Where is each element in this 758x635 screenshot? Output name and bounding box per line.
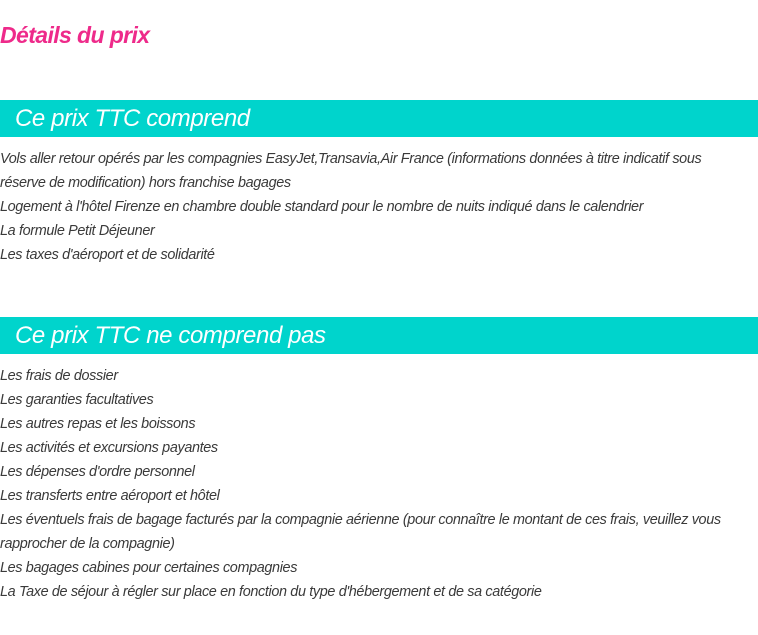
excluded-item: Les éventuels frais de bagage facturés par la compagnie aérienne (pour connaître le montant de ces frais, veuillez vous rapprocher de la compagnie) [0,512,721,552]
excluded-section-header: Ce prix TTC ne comprend pas [0,317,758,354]
excluded-item: Les dépenses d'ordre personnel [0,464,195,480]
excluded-item: Les activités et excursions payantes [0,440,218,456]
included-section-header: Ce prix TTC comprend [0,100,758,137]
excluded-item: Les garanties facultatives [0,392,154,408]
excluded-item: Les frais de dossier [0,368,118,384]
included-item: Les taxes d'aéroport et de solidarité [0,247,215,263]
included-items-list [0,147,750,267]
included-item: La formule Petit Déjeuner [0,223,155,239]
excluded-item: Les transferts entre aéroport et hôtel [0,488,220,504]
included-item: Logement à l'hôtel Firenze en chambre double standard pour le nombre de nuits indiqué dans le calendrier [0,199,644,215]
excluded-item: Les bagages cabines pour certaines compagnies [0,560,298,576]
page-title: Détails du prix [0,22,150,48]
excluded-item: Les autres repas et les boissons [0,416,196,432]
excluded-item: La Taxe de séjour à régler sur place en fonction du type d'hébergement et de sa catégorie [0,584,542,600]
excluded-items-list [0,364,750,604]
included-item: Vols aller retour opérés par les compagnies EasyJet,Transavia,Air France (informations données à titre indicatif sous réserve de modification) hors franchise bagages [0,151,702,191]
